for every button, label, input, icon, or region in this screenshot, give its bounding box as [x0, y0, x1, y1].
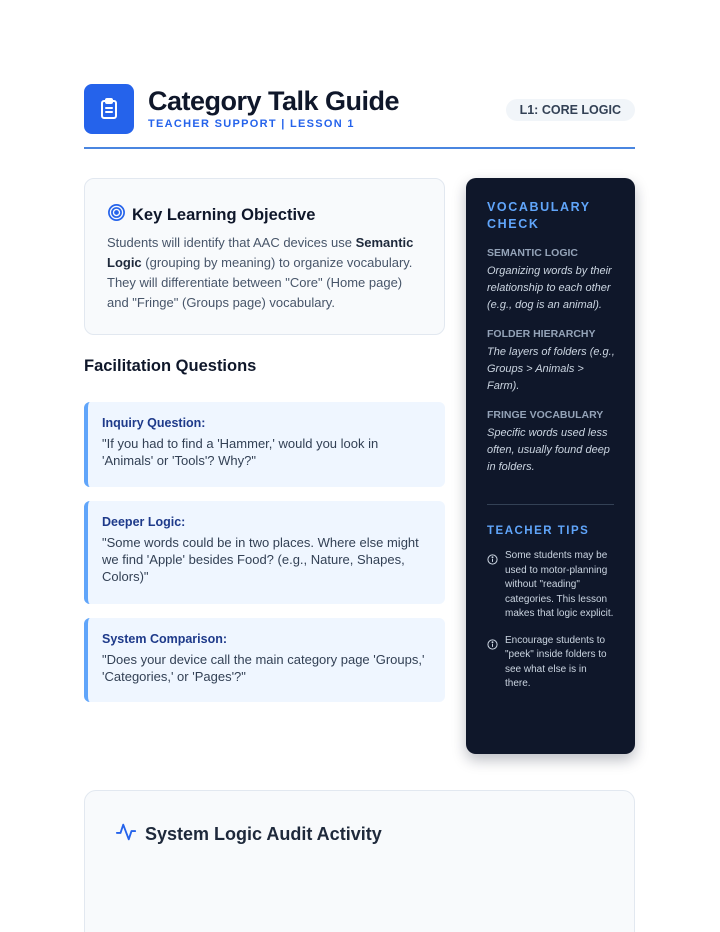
teacher-tips-heading: TEACHER TIPS — [487, 525, 590, 537]
tip-text: Encourage students to "peek" inside folders to see what else is in there. — [505, 634, 607, 689]
header-divider — [84, 147, 635, 149]
vocab-term — [487, 247, 614, 314]
tip-text: Some students may be used to motor-planning without "reading" categories. This lesson makes that logic explicit. — [505, 550, 614, 619]
audit-activity-card — [84, 790, 635, 932]
objective-bold-term: Semantic Logic — [107, 235, 414, 270]
page-title: Category Talk Guide — [148, 86, 400, 116]
info-icon — [487, 552, 498, 622]
activity-pulse-icon — [115, 821, 137, 848]
teacher-tip — [487, 549, 614, 622]
vocab-term — [487, 409, 614, 476]
question-card-deeper-logic — [84, 501, 445, 604]
vocabulary-heading: VOCABULARY CHECK — [487, 200, 591, 231]
question-text: "Some words could be in two places. Where else might we find 'Apple' besides Food? (e.g., Nature, Shapes, Colors)" — [102, 535, 419, 584]
question-label: Deeper Logic: — [102, 515, 186, 529]
question-label: System Comparison: — [102, 632, 228, 646]
audit-title: System Logic Audit Activity — [145, 824, 382, 844]
term-name: SEMANTIC LOGIC — [487, 247, 578, 259]
term-name: FRINGE VOCABULARY — [487, 409, 604, 421]
clipboard-icon — [84, 84, 134, 134]
target-icon — [107, 203, 126, 227]
question-text: "If you had to find a 'Hammer,' would you look in 'Animals' or 'Tools'? Why?" — [102, 436, 379, 468]
info-icon — [487, 637, 498, 692]
teacher-tip — [487, 634, 614, 692]
question-label: Inquiry Question: — [102, 416, 206, 430]
audit-header — [115, 821, 382, 848]
lesson-badge: L1: CORE LOGIC — [506, 99, 635, 121]
vocab-term — [487, 328, 614, 395]
term-definition: Organizing words by their relationship to each other (e.g., dog is an animal). — [487, 265, 612, 311]
objective-header — [107, 203, 315, 227]
objective-title: Key Learning Objective — [132, 205, 316, 224]
term-definition: The layers of folders (e.g., Groups > Animals > Farm). — [487, 346, 615, 392]
page-subtitle: TEACHER SUPPORT | LESSON 1 — [148, 118, 355, 130]
sidebar-divider — [487, 504, 614, 505]
question-card-system-comparison — [84, 618, 445, 702]
objective-text: Students will identify that AAC devices use Semantic Logic (grouping by meaning) to organize vocabulary. They will differentiate between "Core" (Home page) and "Fringe" (Groups page) vocabulary. — [107, 235, 414, 310]
objective-card — [84, 178, 445, 335]
term-definition: Specific words used less often, usually found deep in folders. — [487, 427, 610, 473]
facilitation-title: Facilitation Questions — [84, 357, 257, 375]
vocabulary-sidebar — [466, 178, 635, 754]
question-card-inquiry — [84, 402, 445, 487]
page-header — [84, 84, 635, 134]
term-name: FOLDER HIERARCHY — [487, 328, 596, 340]
question-text: "Does your device call the main category page 'Groups,' 'Categories,' or 'Pages'?" — [102, 652, 425, 684]
